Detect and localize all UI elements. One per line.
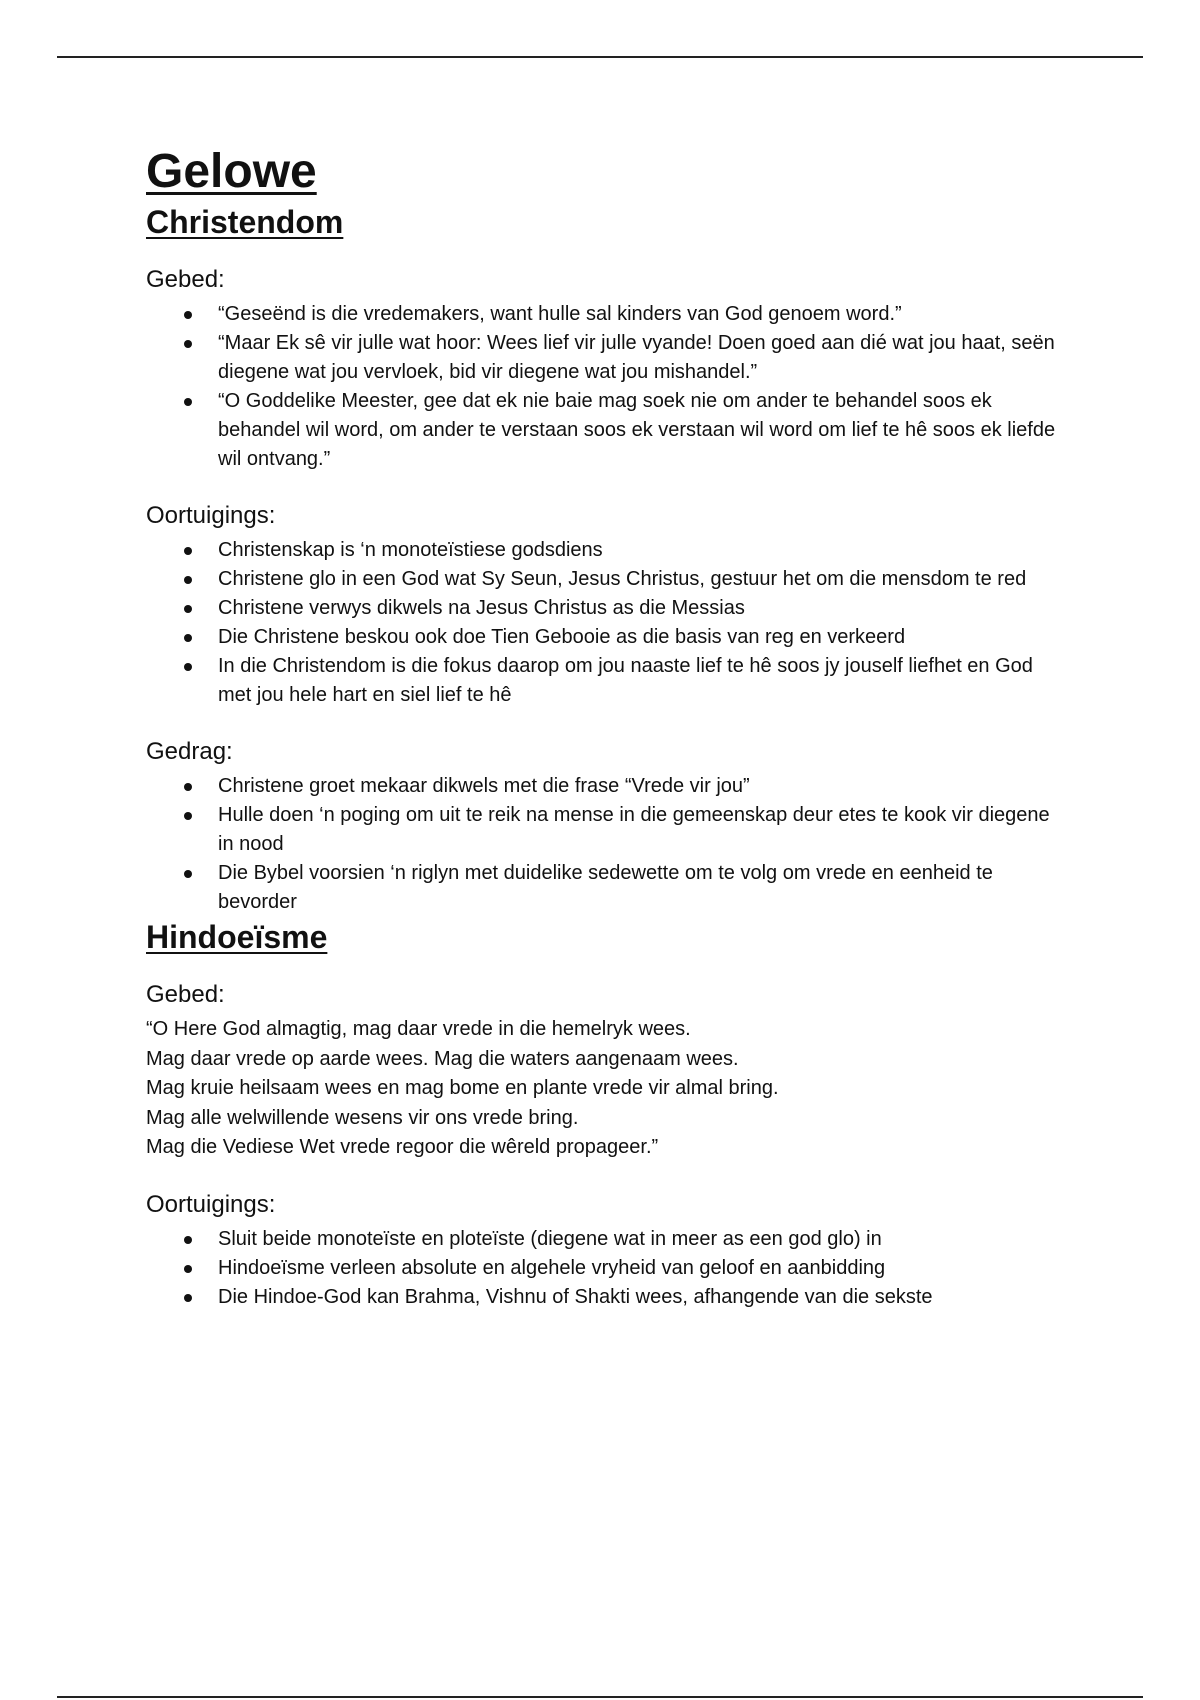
hindoeisme-beliefs-list <box>146 1225 1066 1312</box>
list-item: “Maar Ek sê vir julle wat hoor: Wees lief vir julle vyande! Doen goed aan dié wat jou haat, seën diegene wat jou vervloek, bid vir diegene wat jou mishandel.” <box>218 329 1066 387</box>
list-item: “O Goddelike Meester, gee dat ek nie baie mag soek nie om ander te behandel soos ek behandel wil word, om ander te verstaan soos ek verstaan wil word om lief te hê soos ek liefde wil ontvang.” <box>218 387 1066 474</box>
list-item: Christene groet mekaar dikwels met die frase “Vrede vir jou” <box>218 772 1066 801</box>
prayer-line: Mag die Vediese Wet vrede regoor die wêreld propageer.” <box>146 1136 659 1158</box>
christendom-prayer-heading: Gebed: <box>146 266 225 293</box>
list-item: Christenskap is ‘n monoteïstiese godsdiens <box>218 536 1066 565</box>
christendom-prayer-list <box>146 300 1066 474</box>
bullet-icon <box>184 783 192 791</box>
list-item: Die Hindoe-God kan Brahma, Vishnu of Shakti wees, afhangende van die sekste <box>218 1283 1066 1312</box>
christendom-beliefs-heading: Oortuigings: <box>146 502 276 529</box>
list-item: Christene glo in een God wat Sy Seun, Jesus Christus, gestuur het om die mensdom te red <box>218 565 1066 594</box>
bullet-icon <box>184 605 192 613</box>
bullet-icon <box>184 1236 192 1244</box>
page-title: Gelowe <box>146 145 317 198</box>
section-title-hindoeisme: Hindoeïsme <box>146 919 328 955</box>
bullet-icon <box>184 576 192 584</box>
prayer-line: “O Here God almagtig, mag daar vrede in die hemelryk wees. <box>146 1018 691 1040</box>
hindoeisme-prayer-heading: Gebed: <box>146 981 225 1008</box>
bullet-icon <box>184 398 192 406</box>
document-body <box>146 142 1066 1312</box>
list-item: Hulle doen ‘n poging om uit te reik na mense in die gemeenskap deur etes te kook vir diegene in nood <box>218 801 1066 859</box>
hindoeisme-beliefs-heading: Oortuigings: <box>146 1190 276 1218</box>
section-title-christendom: Christendom <box>146 204 344 240</box>
prayer-line: Mag daar vrede op aarde wees. Mag die waters aangenaam wees. <box>146 1047 739 1070</box>
page-top-rule <box>57 56 1143 58</box>
bullet-icon <box>184 340 192 348</box>
bullet-icon <box>184 634 192 642</box>
list-item: “Geseënd is die vredemakers, want hulle sal kinders van God genoem word.” <box>218 300 1066 329</box>
list-item: Die Bybel voorsien ‘n riglyn met duidelike sedewette om te volg om vrede en eenheid te bevorder <box>218 859 1066 917</box>
prayer-line: Mag kruie heilsaam wees en mag bome en plante vrede vir almal bring. <box>146 1077 779 1099</box>
list-item: Christene verwys dikwels na Jesus Christus as die Messias <box>218 594 1066 623</box>
bullet-icon <box>184 1265 192 1273</box>
bullet-icon <box>184 547 192 555</box>
list-item: In die Christendom is die fokus daarop om jou naaste lief te hê soos jy jouself liefhet en God met jou hele hart en siel lief te hê <box>218 652 1066 710</box>
christendom-beliefs-list <box>146 536 1066 710</box>
list-item: Die Christene beskou ook doe Tien Gebooie as die basis van reg en verkeerd <box>218 623 1066 652</box>
bullet-icon <box>184 311 192 319</box>
bullet-icon <box>184 1294 192 1302</box>
bullet-icon <box>184 812 192 820</box>
list-item: Hindoeïsme verleen absolute en algehele vryheid van geloof en aanbidding <box>218 1254 1066 1283</box>
christendom-behaviour-list <box>146 772 1066 917</box>
prayer-line: Mag alle welwillende wesens vir ons vrede bring. <box>146 1106 579 1129</box>
hindoeisme-prayer-text <box>146 1015 1066 1163</box>
list-item: Sluit beide monoteïste en ploteïste (diegene wat in meer as een god glo) in <box>218 1225 1066 1254</box>
bullet-icon <box>184 870 192 878</box>
page-bottom-rule <box>57 1696 1143 1698</box>
christendom-behaviour-heading: Gedrag: <box>146 738 233 765</box>
bullet-icon <box>184 663 192 671</box>
